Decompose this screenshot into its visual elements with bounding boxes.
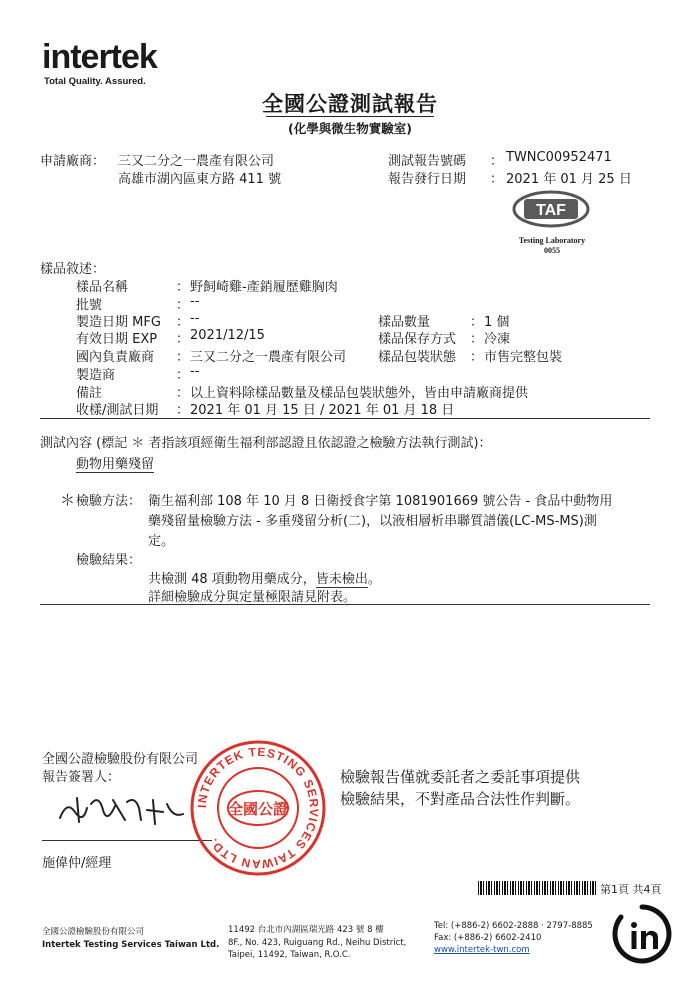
- sample-value: 以上資料除樣品數量及樣品包裝狀態外，皆由申請廠商提供: [190, 386, 529, 401]
- footer-address-en: 8F., No. 423, Ruiguang Rd., Neihu District,: [228, 938, 407, 948]
- sample-value: --: [190, 311, 200, 326]
- sample-value: 2021 年 01 月 15 日 / 2021 年 01 月 18 日: [190, 403, 455, 418]
- colon: ：: [470, 315, 484, 330]
- intertek-logo: intertek: [42, 38, 157, 76]
- signing-company: 全國公證檢驗股份有限公司: [42, 752, 199, 767]
- sample-value: --: [190, 364, 200, 379]
- signer-label: 報告簽署人：: [42, 770, 121, 785]
- divider: [40, 604, 650, 605]
- sample-value: 2021/12/15: [190, 328, 265, 343]
- method-line: 藥殘留量檢驗方法 - 多重殘留分析(二)，以液相層析串聯質譜儀(LC-MS-MS)測: [148, 514, 597, 529]
- sample-label: 有效日期 EXP: [76, 332, 158, 347]
- report-title: 全國公證測試報告: [262, 92, 438, 116]
- footer-address-zh: 11492 台北市內湖區瑞光路 423 號 8 樓: [228, 925, 384, 935]
- sample-label: 製造商: [76, 368, 116, 383]
- footer-company-zh: 全國公證檢驗股份有限公司: [42, 927, 145, 937]
- sample-label: 樣品保存方式: [378, 332, 457, 347]
- accredited-star-icon: ＊: [60, 491, 76, 509]
- colon: ：: [470, 332, 484, 347]
- sample-label: 收樣/測試日期: [76, 403, 159, 418]
- sample-value: 1 個: [484, 315, 510, 330]
- sample-label: 樣品包裝狀態: [378, 350, 457, 365]
- page-indicator: 第1頁 共4頁: [600, 883, 662, 896]
- report-date: 2021 年 01 月 25 日: [506, 172, 632, 187]
- colon: ：: [176, 350, 190, 365]
- taf-line2: 0055: [544, 246, 560, 255]
- disclaimer-line: 檢驗報告僅就委託者之委託事項提供: [340, 768, 581, 786]
- colon: ：: [176, 298, 190, 313]
- signer-name-title: 施偉仲/經理: [42, 856, 112, 871]
- colon: ：: [176, 368, 190, 383]
- result-not-detected: 皆未檢出: [315, 572, 368, 587]
- result-label: 檢驗結果：: [76, 553, 142, 568]
- separator: ：: [490, 172, 504, 187]
- intertek-in-icon: [611, 903, 673, 965]
- svg-text:INTERTEK TESTING SERVICES TAIW: INTERTEK TESTING SERVICES TAIWAN LTD.: [194, 744, 322, 872]
- barcode: [478, 881, 596, 895]
- company-seal: [188, 738, 328, 878]
- sample-value: --: [190, 294, 200, 309]
- result-line: 詳細檢驗成分與定量極限請見附表。: [148, 590, 357, 605]
- method-label: 檢驗方法：: [76, 494, 142, 509]
- signature-line: [42, 840, 212, 841]
- svg-text:全國公證: 全國公證: [227, 800, 289, 818]
- sample-label: 批號: [76, 298, 103, 313]
- svg-text:TAF: TAF: [536, 202, 566, 219]
- result-text: 共檢測 48 項動物用藥成分，: [148, 572, 316, 587]
- sample-value: 野飼崎雞-產銷履歷雞胸肉: [190, 280, 338, 295]
- method-line: 衛生福利部 108 年 10 月 8 日衛授食字第 1081901669 號公告 - 食品中動物用: [148, 494, 613, 509]
- taf-caption: [490, 236, 614, 256]
- title-underline: [266, 116, 434, 117]
- colon: ：: [176, 280, 190, 295]
- result-line: [148, 568, 381, 587]
- report-subtitle: (化學與微生物實驗室): [288, 121, 412, 136]
- colon: ：: [470, 350, 484, 365]
- taf-line1: Testing Laboratory: [518, 236, 586, 245]
- sample-heading: 樣品敘述：: [40, 262, 106, 277]
- sample-value: 三又二分之一農產有限公司: [190, 350, 347, 365]
- report-date-label: 報告發行日期: [388, 172, 467, 187]
- handwritten-signature: [55, 790, 195, 830]
- applicant-name: 三又二分之一農產有限公司: [118, 154, 275, 169]
- colon: ：: [176, 403, 190, 418]
- sample-value: 市售完整包裝: [484, 350, 563, 365]
- report-number-label: 測試報告號碼: [388, 154, 467, 169]
- disclaimer-line: 檢驗結果，不對產品合法性作判斷。: [340, 790, 581, 808]
- sample-label: 國內負責廠商: [76, 350, 155, 365]
- sample-label: 樣品名稱: [76, 280, 129, 295]
- divider: [40, 418, 650, 419]
- result-period: 。: [367, 572, 381, 587]
- sample-value: 冷凍: [484, 332, 511, 347]
- colon: ：: [176, 332, 190, 347]
- test-content-label: 測試內容 (標記 ＊ 者指該項經衛生福利部認證且依認證之檢驗方法執行測試)：: [40, 436, 492, 451]
- applicant-address: 高雄市湖內區東方路 411 號: [118, 172, 282, 187]
- svg-text:施偉仲: 施偉仲: [55, 790, 58, 791]
- report-number: TWNC00952471: [506, 150, 612, 165]
- footer-website-link[interactable]: www.intertek-twn.com: [434, 945, 530, 955]
- sample-label: 備註: [76, 386, 103, 401]
- disclaimer: [340, 766, 580, 810]
- colon: ：: [176, 315, 190, 330]
- test-item: 動物用藥殘留: [76, 453, 154, 473]
- footer-company-en: Intertek Testing Services Taiwan Ltd.: [42, 940, 220, 950]
- sample-label: 製造日期 MFG: [76, 315, 161, 330]
- tagline: Total Quality. Assured.: [44, 76, 146, 87]
- separator: ：: [490, 154, 504, 169]
- method-line: 定。: [148, 534, 175, 549]
- footer-address-en: Taipei, 11492, Taiwan, R.O.C.: [228, 950, 351, 960]
- applicant-label: 申請廠商：: [40, 154, 106, 169]
- sample-label: 樣品數量: [378, 315, 431, 330]
- footer-tel: Tel: (+886-2) 6602-2888 · 2797-8885: [434, 921, 593, 931]
- taf-logo: [512, 190, 590, 228]
- footer-fax: Fax: (+886-2) 6602-2410: [434, 933, 542, 943]
- colon: ：: [176, 386, 190, 401]
